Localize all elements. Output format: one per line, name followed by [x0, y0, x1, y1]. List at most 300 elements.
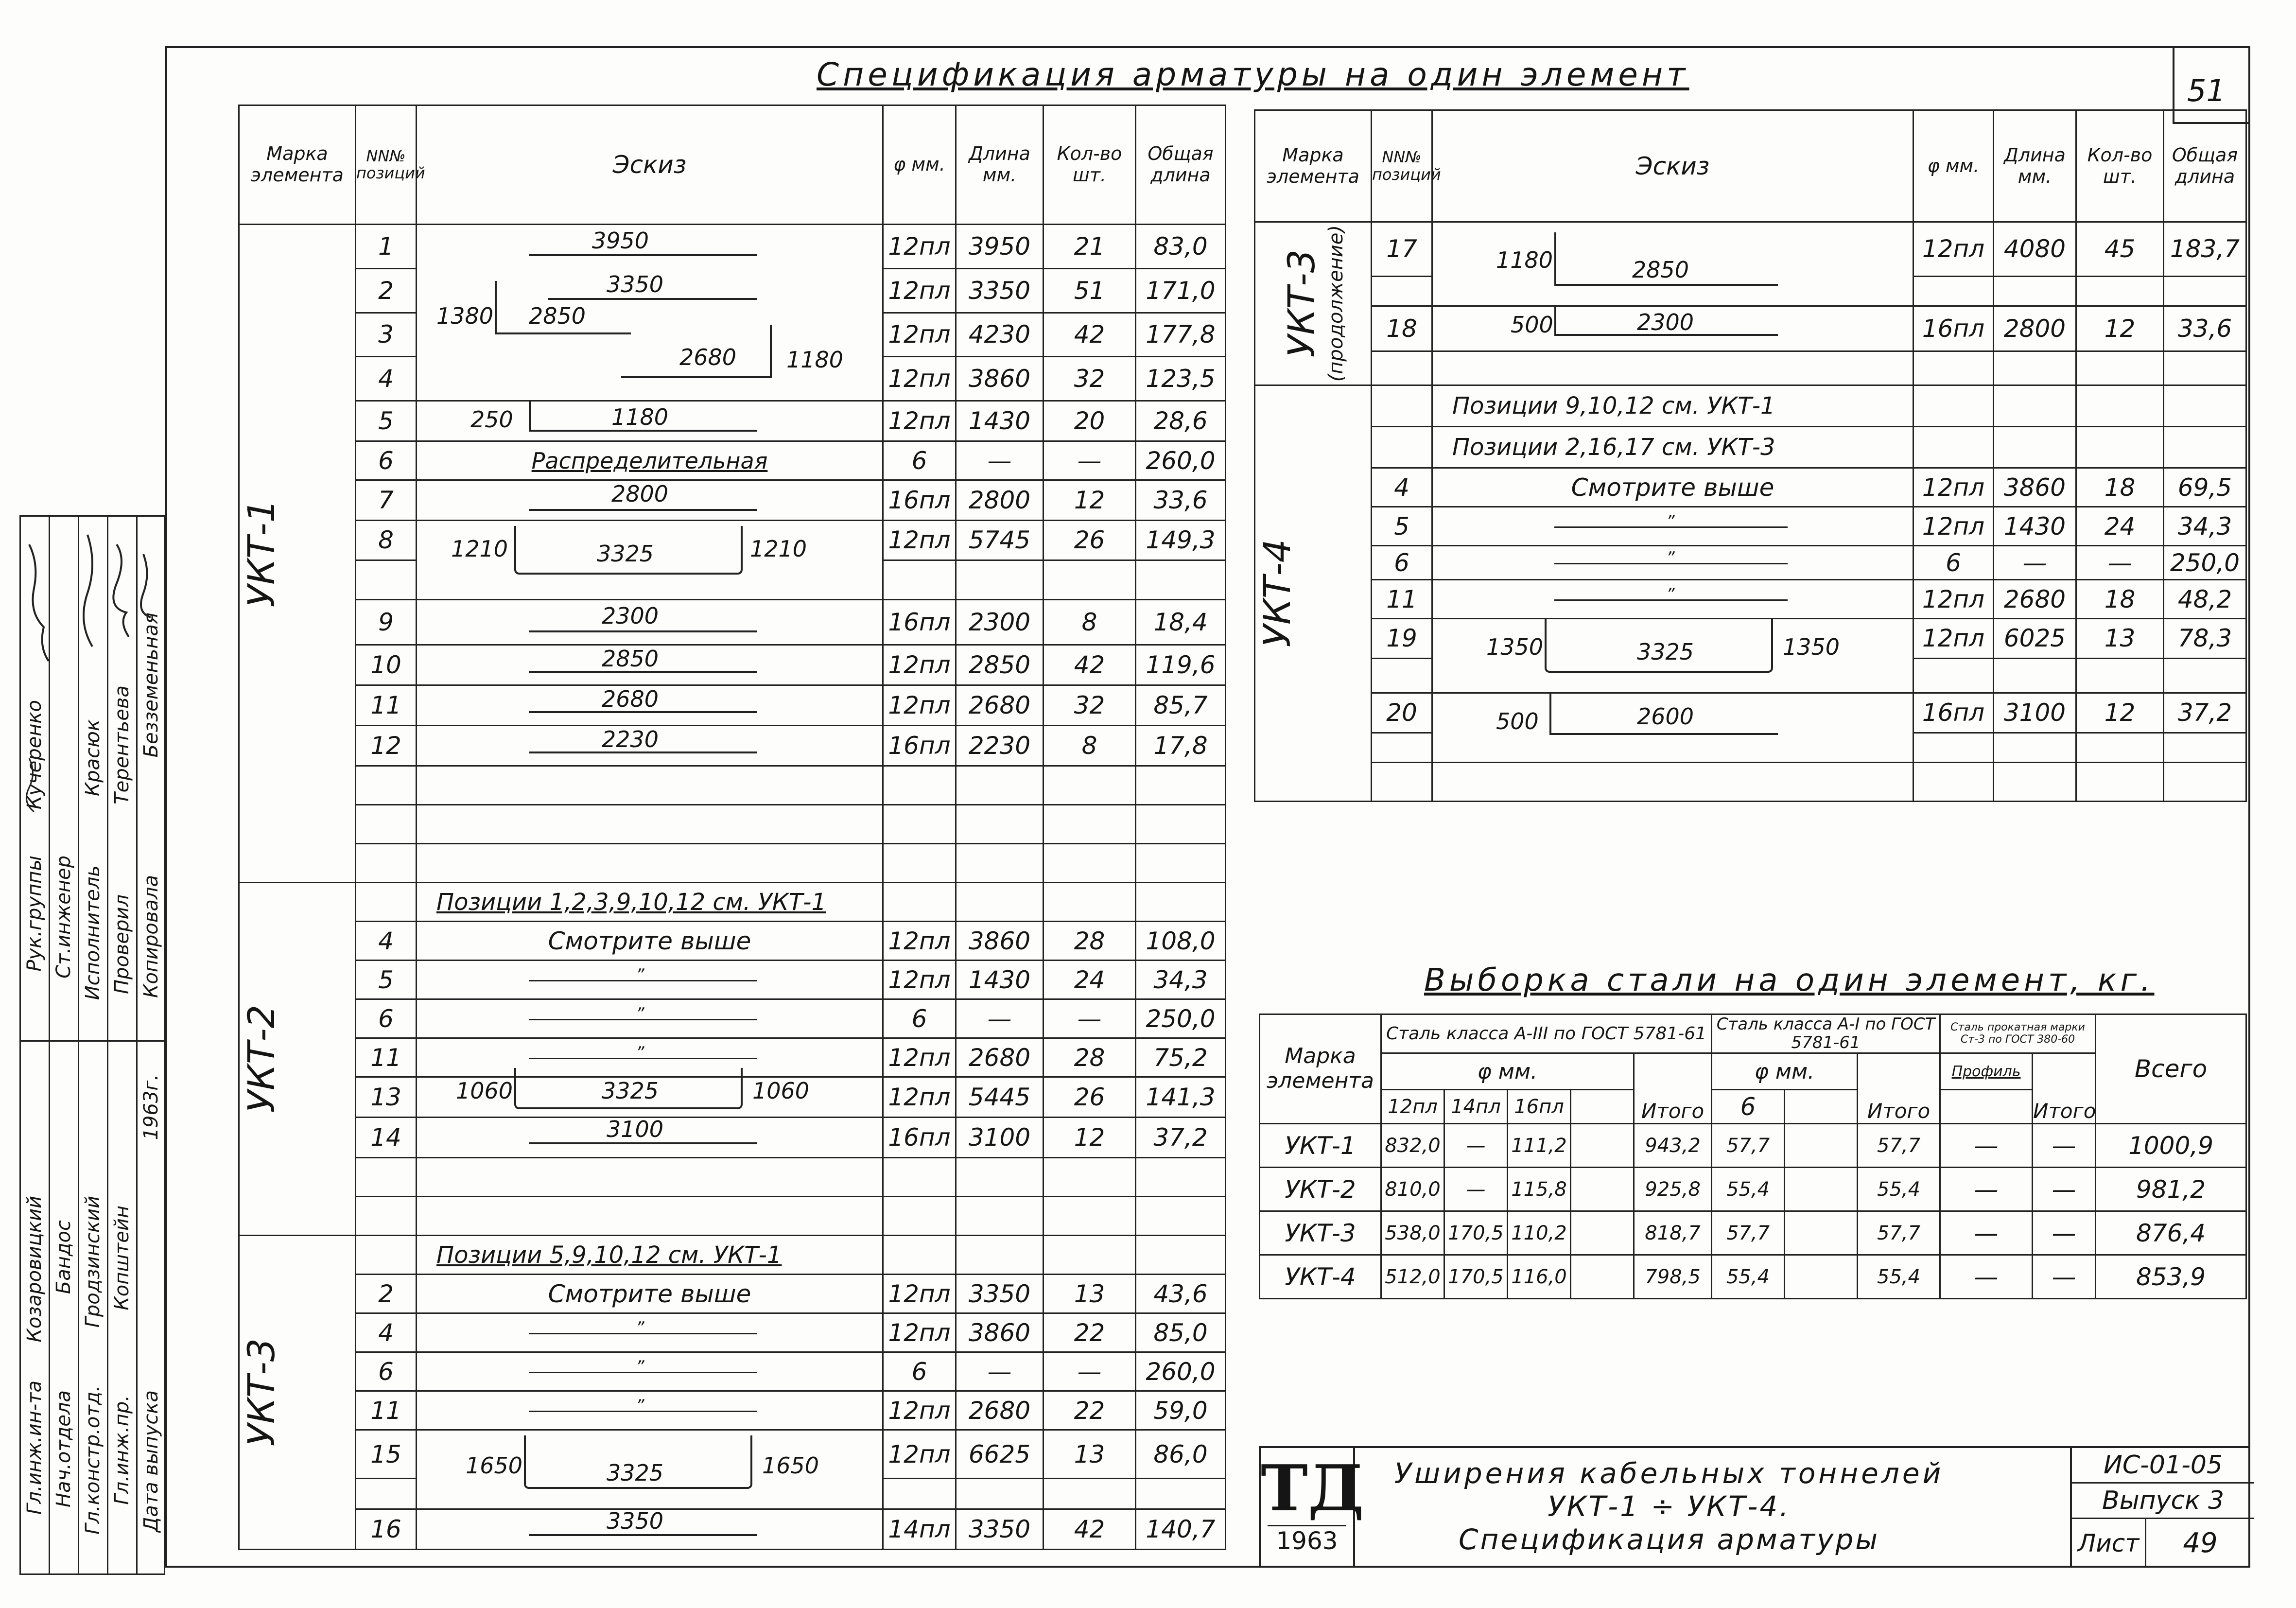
total-cell: 85,7: [1136, 685, 1226, 726]
pos-cell: 6: [356, 999, 417, 1038]
pos-cell: 4: [1372, 468, 1432, 507]
qty-cell: —: [1044, 999, 1136, 1038]
total-cell: 37,2: [1136, 1118, 1226, 1158]
steel-it3: —: [2033, 1124, 2096, 1168]
total-cell: 141,3: [1136, 1077, 1226, 1118]
steel-d6: 55,4: [1712, 1255, 1785, 1299]
table-row: [239, 1077, 1226, 1118]
sk-label: 3325: [1637, 639, 1694, 665]
dia-cell: 16пл: [883, 1118, 956, 1158]
dia-cell: 12пл: [1913, 468, 1994, 507]
len-cell: 2680: [956, 685, 1044, 726]
steel-h-profil: Профиль: [1940, 1053, 2033, 1090]
sketch-cell: [1432, 693, 1913, 763]
sheet-label: Лист: [2072, 1519, 2146, 1568]
len-cell: 2300: [956, 600, 1044, 645]
steel-d14: 170,5: [1444, 1211, 1508, 1255]
steel-d16: 110,2: [1508, 1211, 1571, 1255]
hdr-pos: NN№ позиций: [1372, 110, 1432, 222]
ditto-cell: [417, 999, 883, 1038]
steel-h-mark: Марка элемента: [1260, 1014, 1381, 1124]
pos-cell: 4: [356, 357, 417, 401]
pos-cell: 9: [356, 600, 417, 645]
steel-it2: 55,4: [1858, 1255, 1940, 1299]
dia-cell: 12пл: [883, 521, 956, 560]
stamp-line-3: Спецификация арматуры: [1458, 1523, 1879, 1556]
steel-it3: —: [2033, 1211, 2096, 1255]
spec-title: Спецификация арматуры на один элемент: [817, 56, 1689, 93]
total-cell: 140,7: [1136, 1509, 1226, 1550]
ditto-cell: [417, 1352, 883, 1391]
len-cell: 3100: [1994, 693, 2076, 733]
pos-cell: 16: [356, 1509, 417, 1550]
len-cell: 2850: [956, 645, 1044, 685]
len-cell: 3860: [956, 1313, 1044, 1352]
ditto-mark: ”: [636, 1357, 644, 1377]
len-cell: 2680: [956, 1038, 1044, 1077]
sketch-cell: [417, 645, 883, 685]
qty-cell: 26: [1044, 1077, 1136, 1118]
hdr-mark: Марка элемента: [1255, 110, 1372, 222]
table-row: [239, 1509, 1226, 1550]
sheet-number: 49: [2183, 1527, 2218, 1559]
qty-cell: 51: [1044, 268, 1136, 313]
see-above: Смотрите выше: [417, 1275, 883, 1313]
pos-cell: 7: [356, 480, 417, 521]
len-cell: 2680: [956, 1391, 1044, 1430]
dia-cell: 12пл: [1913, 222, 1994, 277]
dia-cell: 12пл: [883, 401, 956, 441]
table-row: [239, 1197, 1226, 1236]
len-cell: 2230: [956, 726, 1044, 766]
steel-pr: —: [1940, 1211, 2033, 1255]
qty-cell: 20: [1044, 401, 1136, 441]
table-row: [1255, 306, 2246, 351]
name-3: Гродзинский: [82, 1196, 104, 1328]
stamp-line-2: УКТ-1 ÷ УКТ-4.: [1548, 1490, 1791, 1523]
qty-cell: 21: [1044, 225, 1136, 269]
pos-cell: 3: [356, 313, 417, 357]
steel-h-dia: φ мм.: [1381, 1053, 1634, 1090]
sk-label: 250: [470, 406, 513, 433]
sketch-cell: [1432, 306, 1913, 351]
see-above: Смотрите выше: [417, 922, 883, 961]
table-row: [239, 1391, 1226, 1430]
steel-d14: 170,5: [1444, 1255, 1508, 1299]
sketch-cell: [417, 1509, 883, 1550]
role-5: Дата выпуска: [140, 1390, 162, 1532]
sk-label: 2230: [602, 726, 659, 752]
total-cell: 17,8: [1136, 726, 1226, 766]
steel-table: [1259, 1014, 2247, 1299]
qty-cell: 12: [2076, 693, 2164, 733]
total-cell: 260,0: [1136, 1352, 1226, 1391]
dia-cell: 12пл: [883, 1077, 956, 1118]
pos-cell: 6: [356, 1352, 417, 1391]
qty-cell: 12: [2076, 306, 2164, 351]
role2-5: Копировала: [140, 875, 162, 998]
sk-label: 1060: [752, 1078, 810, 1104]
len-cell: 3860: [1994, 468, 2076, 507]
ditto-mark: ”: [636, 1396, 644, 1416]
steel-h-6: 6: [1712, 1090, 1785, 1124]
table-row: [239, 1158, 1226, 1197]
len-cell: 1430: [956, 401, 1044, 441]
dia-cell: 16пл: [883, 726, 956, 766]
table-row: [239, 922, 1226, 961]
hdr-dia: φ мм.: [1913, 110, 1994, 222]
total-cell: 86,0: [1136, 1430, 1226, 1479]
total-cell: 33,6: [1136, 480, 1226, 521]
len-cell: 6025: [1994, 619, 2076, 659]
dia-cell: 12пл: [883, 1275, 956, 1313]
pos-cell: 4: [356, 1313, 417, 1352]
qty-cell: 28: [1044, 1038, 1136, 1077]
qty-cell: 13: [1044, 1430, 1136, 1479]
steel-mark: УКТ-2: [1260, 1168, 1381, 1211]
role-2: Нач.отдела: [52, 1390, 75, 1508]
pos-cell: 10: [356, 645, 417, 685]
steel-h-14: 14пл: [1444, 1090, 1508, 1124]
len-cell: 1430: [956, 961, 1044, 999]
table-row: [1260, 1211, 2246, 1255]
total-cell: 34,3: [2164, 507, 2246, 546]
steel-title: Выборка стали на один элемент, кг.: [1424, 962, 2155, 998]
qty-cell: 8: [1044, 726, 1136, 766]
table-row: [1260, 1255, 2246, 1299]
qty-cell: —: [1044, 1352, 1136, 1391]
qty-cell: 18: [2076, 468, 2164, 507]
sketch-cell: [417, 1077, 883, 1118]
pos-cell: 15: [356, 1430, 417, 1479]
dia-cell: 12пл: [883, 685, 956, 726]
signatures-scribble: [19, 515, 165, 1040]
steel-d6: 57,7: [1712, 1211, 1785, 1255]
qty-cell: 8: [1044, 600, 1136, 645]
ditto-cell: [1432, 546, 1913, 580]
table-row: [239, 883, 1226, 922]
sk-label: 500: [1511, 312, 1553, 338]
steel-it1: 925,8: [1634, 1168, 1712, 1211]
sketch-cell: [417, 480, 883, 521]
steel-all: 1000,9: [2096, 1124, 2246, 1168]
qty-cell: 32: [1044, 685, 1136, 726]
pos-cell: 2: [356, 1275, 417, 1313]
ditto-mark: ”: [1666, 511, 1675, 531]
role2-3: Исполнитель: [82, 865, 104, 1000]
pos-cell: 5: [356, 401, 417, 441]
table-row: [239, 1275, 1226, 1313]
sk-label: 1210: [750, 536, 807, 562]
steel-mark: УКТ-4: [1260, 1255, 1381, 1299]
steel-mark: УКТ-1: [1260, 1124, 1381, 1168]
qty-cell: 13: [2076, 619, 2164, 659]
qty-cell: 28: [1044, 922, 1136, 961]
pos-cell: 13: [356, 1077, 417, 1118]
len-cell: —: [956, 441, 1044, 480]
table-row: [1255, 468, 2246, 507]
title-block: [1259, 1446, 2250, 1568]
dia-cell: 12пл: [883, 268, 956, 313]
pos-cell: 14: [356, 1118, 417, 1158]
total-cell: 250,0: [1136, 999, 1226, 1038]
len-cell: 2800: [1994, 306, 2076, 351]
dia-cell: 6: [883, 441, 956, 480]
ditto-mark: ”: [636, 1004, 644, 1024]
table-row: [239, 1313, 1226, 1352]
dia-cell: 12пл: [883, 961, 956, 999]
qty-cell: 24: [1044, 961, 1136, 999]
total-cell: 177,8: [1136, 313, 1226, 357]
dia-cell: 16пл: [883, 600, 956, 645]
sk-label: 1210: [451, 536, 508, 562]
dia-cell: 12пл: [1913, 619, 1994, 659]
dia-cell: 6: [883, 1352, 956, 1391]
sketch-cell: [417, 401, 883, 441]
table-row: [239, 1430, 1226, 1479]
pos-cell: 12: [356, 726, 417, 766]
total-cell: 37,2: [2164, 693, 2246, 733]
total-cell: 123,5: [1136, 357, 1226, 401]
total-cell: 119,6: [1136, 645, 1226, 685]
sk-label: 1380: [436, 303, 494, 329]
role-4: Гл.инж.пр.: [111, 1395, 133, 1505]
role-1: Гл.инж.ин-та: [23, 1381, 46, 1515]
sketch-cell: [417, 1430, 883, 1509]
issue-year: 1963г.: [140, 1074, 162, 1140]
dia-cell: 14пл: [883, 1509, 956, 1550]
table-row: [239, 961, 1226, 999]
steel-h-prof: Сталь прокатная марки Ст-3 по ГОСТ 380-60: [1940, 1014, 2096, 1053]
steel-d12: 832,0: [1381, 1124, 1444, 1168]
len-cell: 2680: [1994, 580, 2076, 619]
dia-cell: 6: [883, 999, 956, 1038]
table-row: [1255, 546, 2246, 580]
sketch-cell: [1432, 619, 1913, 693]
pos-cell: 2: [356, 268, 417, 313]
dia-cell: 6: [1913, 546, 1994, 580]
table-row: [1255, 763, 2246, 802]
hdr-qty: Кол-во шт.: [1044, 105, 1136, 225]
pos-cell: 20: [1372, 693, 1432, 733]
role2-1: Рук.группы: [23, 856, 46, 972]
steel-d16: 116,0: [1508, 1255, 1571, 1299]
sk-label: 2680: [679, 344, 737, 370]
sk-label: 2850: [602, 646, 659, 672]
ukt4-note-1: Позиции 9,10,12 см. УКТ-1: [1432, 385, 1913, 427]
sketch-cell: Распределительная: [417, 441, 883, 480]
len-cell: 3350: [956, 1275, 1044, 1313]
table-row: [239, 480, 1226, 521]
sk-label: 1180: [786, 347, 844, 373]
steel-all: 853,9: [2096, 1255, 2246, 1299]
len-cell: —: [1994, 546, 2076, 580]
steel-pr: —: [1940, 1255, 2033, 1299]
hdr-sketch: Эскиз: [1432, 110, 1913, 222]
ditto-mark: ”: [636, 965, 644, 985]
sk-label: 3350: [607, 1508, 664, 1534]
steel-h-total: Всего: [2096, 1014, 2246, 1124]
sketch-cell: [417, 600, 883, 645]
total-cell: 85,0: [1136, 1313, 1226, 1352]
len-cell: 3860: [956, 357, 1044, 401]
mark-ukt3-sub: (продолжение): [1325, 225, 1347, 382]
table-row: [239, 999, 1226, 1038]
table-row: [239, 401, 1226, 441]
steel-it2: 57,7: [1858, 1211, 1940, 1255]
dia-cell: 16пл: [1913, 306, 1994, 351]
dia-cell: 12пл: [883, 1038, 956, 1077]
steel-it2: 57,7: [1858, 1124, 1940, 1168]
len-cell: 3350: [956, 1509, 1044, 1550]
table-row: [1255, 507, 2246, 546]
sk-label: 3325: [607, 1460, 664, 1486]
total-cell: 69,5: [2164, 468, 2246, 507]
qty-cell: 42: [1044, 313, 1136, 357]
hdr-total: Общая длина: [2164, 110, 2246, 222]
len-cell: 6625: [956, 1430, 1044, 1479]
table-row: [239, 600, 1226, 645]
dia-cell: 16пл: [883, 480, 956, 521]
qty-cell: 18: [2076, 580, 2164, 619]
ukt4-note-2: Позиции 2,16,17 см. УКТ-3: [1432, 427, 1913, 468]
steel-h-16: 16пл: [1508, 1090, 1571, 1124]
pos-cell: 5: [1372, 507, 1432, 546]
dia-cell: 12пл: [883, 313, 956, 357]
table-row: [1255, 385, 2246, 427]
name-2: Бандос: [52, 1220, 75, 1294]
steel-d12: 810,0: [1381, 1168, 1444, 1211]
sk-label: 3350: [607, 271, 664, 297]
dia-cell: 12пл: [883, 1391, 956, 1430]
pos-cell: 11: [356, 685, 417, 726]
sk-label: 3950: [592, 227, 649, 254]
sk-label: 1180: [1496, 247, 1553, 273]
sk-label: 1650: [762, 1452, 819, 1479]
qty-cell: 42: [1044, 645, 1136, 685]
len-cell: 4080: [1994, 222, 2076, 277]
steel-it1: 798,5: [1634, 1255, 1712, 1299]
qty-cell: —: [1044, 441, 1136, 480]
len-cell: 4230: [956, 313, 1044, 357]
len-cell: 3350: [956, 268, 1044, 313]
steel-d16: 115,8: [1508, 1168, 1571, 1211]
role2-4: Проверил: [111, 894, 133, 995]
total-cell: 59,0: [1136, 1391, 1226, 1430]
steel-h-a1: Сталь класса А-I по ГОСТ 5781-61: [1712, 1014, 1940, 1053]
sk-label: 3325: [597, 541, 654, 567]
sketch-cell: [417, 726, 883, 766]
len-cell: 5745: [956, 521, 1044, 560]
hdr-len: Длина мм.: [1994, 110, 2076, 222]
qty-cell: 26: [1044, 521, 1136, 560]
len-cell: 1430: [1994, 507, 2076, 546]
pos-cell: 11: [1372, 580, 1432, 619]
len-cell: 3860: [956, 922, 1044, 961]
sk-label: 3100: [607, 1116, 664, 1142]
total-cell: 260,0: [1136, 441, 1226, 480]
sketch-cell: [417, 685, 883, 726]
role-3: Гл.констр.отд.: [82, 1385, 104, 1535]
total-cell: 18,4: [1136, 600, 1226, 645]
pos-cell: 17: [1372, 222, 1432, 277]
role2-2: Ст.инженер: [52, 856, 75, 979]
steel-h-12: 12пл: [1381, 1090, 1444, 1124]
pos-cell: 11: [356, 1038, 417, 1077]
hdr-mark: Марка элемента: [239, 105, 356, 225]
qty-cell: 12: [1044, 480, 1136, 521]
steel-h-itogo2: Итого: [1858, 1053, 1940, 1124]
len-cell: 3100: [956, 1118, 1044, 1158]
hdr-qty: Кол-во шт.: [2076, 110, 2164, 222]
total-cell: 48,2: [2164, 580, 2246, 619]
table-row: [239, 441, 1226, 480]
mark-ukt1: УКТ-1: [240, 499, 283, 608]
pos-cell: 6: [1372, 546, 1432, 580]
dia-cell: 12пл: [1913, 507, 1994, 546]
sketch-group-1: [417, 225, 883, 401]
qty-cell: 12: [1044, 1118, 1136, 1158]
qty-cell: 13: [1044, 1275, 1136, 1313]
logo-box: [1261, 1448, 1364, 1568]
dia-cell: 16пл: [1913, 693, 1994, 733]
sk-label: 2850: [529, 303, 586, 329]
name2-5: Безземеньная: [140, 612, 162, 758]
dia-cell: 12пл: [883, 225, 956, 269]
name-1: Козаровицкий: [23, 1196, 46, 1343]
steel-it2: 55,4: [1858, 1168, 1940, 1211]
logo-td: ТД: [1261, 1451, 1364, 1525]
table-row: [1260, 1124, 2246, 1168]
sk-label: 2850: [1632, 257, 1689, 283]
table-row: [239, 1118, 1226, 1158]
ditto-cell: [417, 1313, 883, 1352]
hdr-dia: φ мм.: [883, 105, 956, 225]
table-row: [239, 1236, 1226, 1275]
pos-cell: 18: [1372, 306, 1432, 351]
pos-cell: 1: [356, 225, 417, 269]
len-cell: 5445: [956, 1077, 1044, 1118]
stamp-line-1: Уширения кабельных тоннелей: [1394, 1457, 1944, 1490]
hdr-sketch: Эскиз: [417, 105, 883, 225]
steel-h-a3: Сталь класса А-III по ГОСТ 5781-61: [1381, 1014, 1712, 1053]
len-cell: —: [956, 1352, 1044, 1391]
ditto-cell: [417, 961, 883, 999]
ukt2-note: Позиции 1,2,3,9,10,12 см. УКТ-1: [417, 883, 883, 922]
ditto-cell: [1432, 580, 1913, 619]
pos-cell: 8: [356, 521, 417, 560]
total-cell: 250,0: [2164, 546, 2246, 580]
table-row: [239, 225, 1226, 269]
sketch-cell: [1432, 222, 1913, 306]
sk-label: 1350: [1783, 634, 1840, 660]
steel-it1: 943,2: [1634, 1124, 1712, 1168]
total-cell: 171,0: [1136, 268, 1226, 313]
qty-cell: 42: [1044, 1509, 1136, 1550]
mark-ukt4: УКТ-4: [1255, 539, 1299, 647]
issue-label: Выпуск 3: [2072, 1484, 2254, 1519]
table-row: [239, 726, 1226, 766]
total-cell: 78,3: [2164, 619, 2246, 659]
steel-it3: —: [2033, 1255, 2096, 1299]
mark-ukt3-cont: УКТ-3: [1280, 249, 1323, 358]
dia-cell: 12пл: [883, 922, 956, 961]
sk-label: 2800: [611, 481, 669, 507]
table-row: [1260, 1168, 2246, 1211]
sk-label: 2300: [1637, 309, 1694, 335]
len-cell: 2800: [956, 480, 1044, 521]
dia-cell: 12пл: [883, 357, 956, 401]
